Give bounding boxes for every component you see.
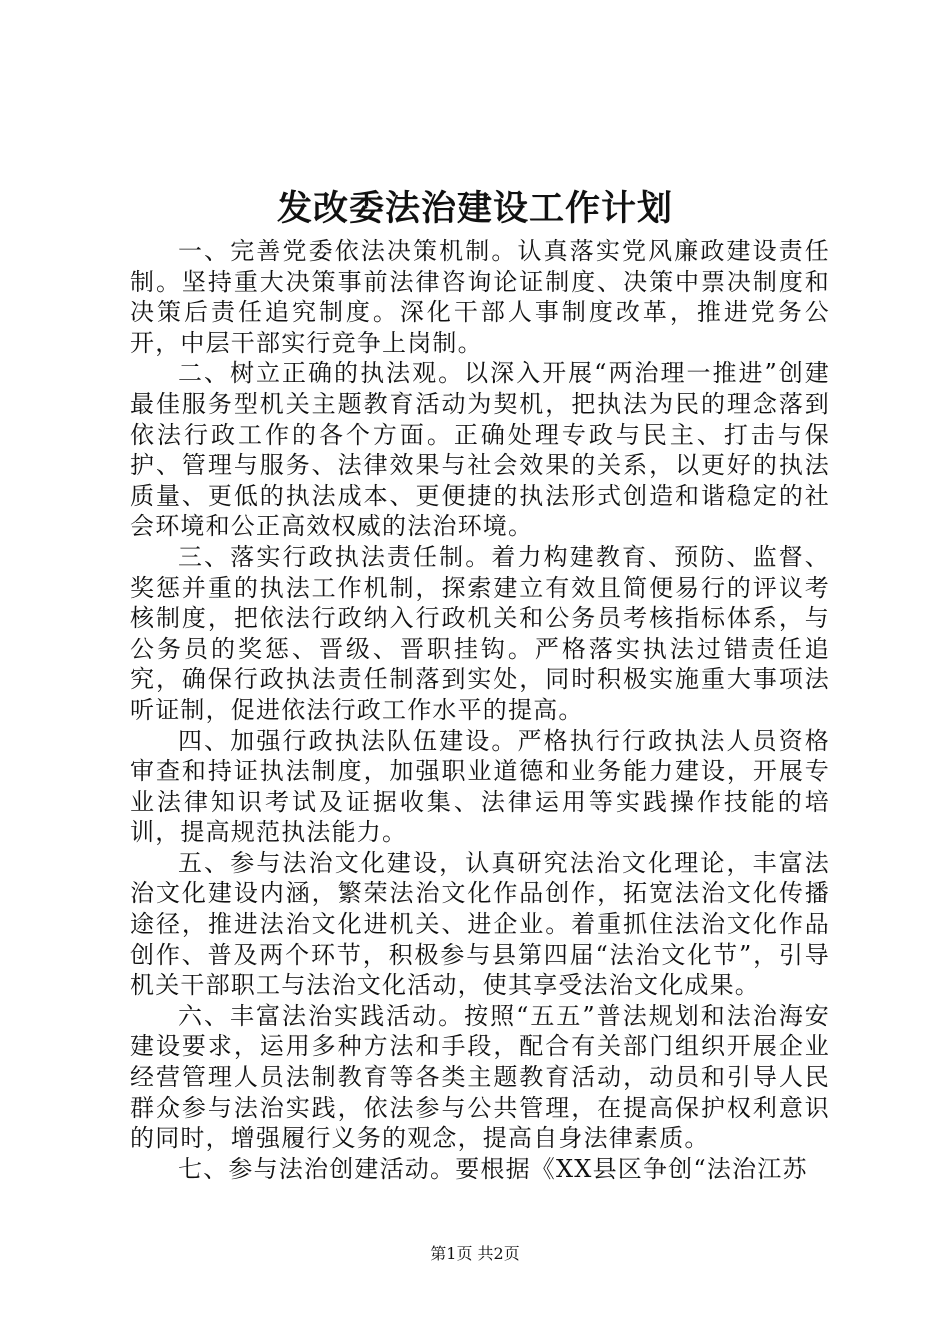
document-title: 发改委法治建设工作计划 — [276, 188, 673, 229]
paragraph-6: 六、丰富法治实践活动。按照“五五”普法规划和法治海安建设要求，运用多种方法和手段，配合有关部门组织开展企业经营管理人员法制教育等各类主题教育活动，动员和引导人民群众参与法治实践，依法参与公共管理，在提高保护权利意识的同时，增强履行义务的观念，提高自身法律素质。 — [130, 1001, 830, 1153]
page-number: 第1页 共2页 — [430, 1244, 520, 1263]
paragraph-3: 三、落实行政执法责任制。着力构建教育、预防、监督、奖惩并重的执法工作机制，探索建立有效且简便易行的评议考核制度，把依法行政纳入行政机关和公务员考核指标体系，与公务员的奖惩、晋级、晋职挂钩。严格落实执法过错责任追究，确保行政执法责任制落到实处，同时积极实施重大事项法听证制，促进依法行政工作水平的提高。 — [130, 542, 830, 724]
paragraph-1: 一、完善党委依法决策机制。认真落实党风廉政建设责任制。坚持重大决策事前法律咨询论证制度、决策中票决制度和决策后责任追究制度。深化干部人事制度改革，推进党务公开，中层干部实行竞争上岗制。 — [130, 237, 830, 357]
paragraph-2: 二、树立正确的执法观。以深入开展“两治理一推进”创建最佳服务型机关主题教育活动为契机，把执法为民的理念落到依法行政工作的各个方面。正确处理专政与民主、打击与保护、管理与服务、法律效果与社会效果的关系，以更好的执法质量、更低的执法成本、更便捷的执法形式创造和谐稳定的社会环境和公正高效权威的法治环境。 — [130, 359, 830, 541]
paragraph-4: 四、加强行政执法队伍建设。严格执行行政执法人员资格审查和持证执法制度，加强职业道德和业务能力建设，开展专业法律知识考试及证据收集、法律运用等实践操作技能的培训，提高规范执法能力。 — [130, 726, 830, 847]
paragraph-7: 七、参与法治创建活动。要根据《XX县区争创“法治江苏 — [178, 1154, 808, 1183]
document-body — [130, 236, 830, 1184]
paragraph-5: 五、参与法治文化建设，认真研究法治文化理论，丰富法治文化建设内涵，繁荣法治文化作品创作，拓宽法治文化传播途径，推进法治文化进机关、进企业。着重抓住法治文化作品创作、普及两个环节，积极参与县第四届“法治文化节”，引导机关干部职工与法治文化活动，使其享受法治文化成果。 — [130, 848, 830, 1000]
